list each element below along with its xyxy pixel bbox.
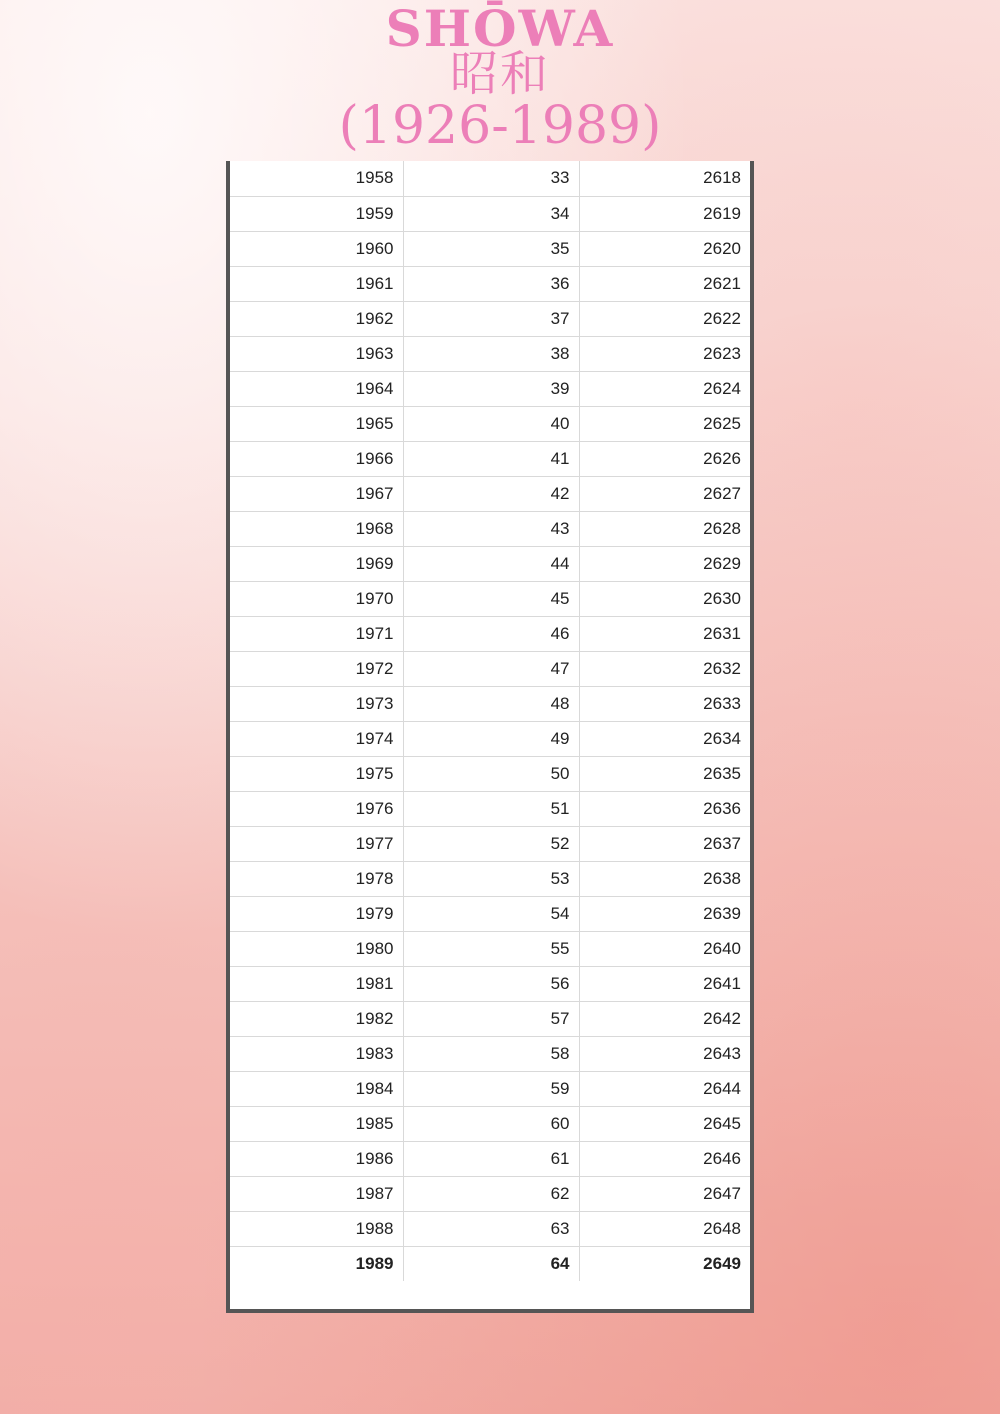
- showa-year-cell: 43: [403, 511, 579, 546]
- gregorian-year-cell: 1971: [230, 616, 403, 651]
- gregorian-year-cell: 1978: [230, 861, 403, 896]
- table-row: [230, 896, 750, 931]
- table-row: [230, 581, 750, 616]
- table-row: [230, 266, 750, 301]
- page-title-kanji: 昭和: [449, 46, 550, 102]
- showa-year-cell: 44: [403, 546, 579, 581]
- gregorian-year-cell: 1960: [230, 231, 403, 266]
- imperial-year-cell: 2618: [579, 161, 750, 196]
- imperial-year-cell: 2645: [579, 1106, 750, 1141]
- imperial-year-cell: 2641: [579, 966, 750, 1001]
- table-row: [230, 931, 750, 966]
- table-row: [230, 441, 750, 476]
- gregorian-year-cell: 1987: [230, 1176, 403, 1211]
- table-row: [230, 721, 750, 756]
- showa-year-cell: 60: [403, 1106, 579, 1141]
- gregorian-year-cell: 1973: [230, 686, 403, 721]
- gregorian-year-cell: 1969: [230, 546, 403, 581]
- imperial-year-cell: 2640: [579, 931, 750, 966]
- imperial-year-cell: 2647: [579, 1176, 750, 1211]
- gregorian-year-cell: 1988: [230, 1211, 403, 1246]
- showa-year-cell: 45: [403, 581, 579, 616]
- table-row: [230, 476, 750, 511]
- imperial-year-cell: 2642: [579, 1001, 750, 1036]
- showa-year-cell: 47: [403, 651, 579, 686]
- gregorian-year-cell: 1967: [230, 476, 403, 511]
- year-conversion-table: [226, 161, 754, 1313]
- imperial-year-cell: 2621: [579, 266, 750, 301]
- showa-year-cell: 63: [403, 1211, 579, 1246]
- showa-year-cell: 34: [403, 196, 579, 231]
- table-row: [230, 336, 750, 371]
- table-body: [230, 161, 750, 1281]
- showa-year-cell: 35: [403, 231, 579, 266]
- imperial-year-cell: 2623: [579, 336, 750, 371]
- imperial-year-cell: 2648: [579, 1211, 750, 1246]
- showa-year-cell: 39: [403, 371, 579, 406]
- showa-year-cell: 52: [403, 826, 579, 861]
- gregorian-year-cell: 1975: [230, 756, 403, 791]
- gregorian-year-cell: 1972: [230, 651, 403, 686]
- table-row: [230, 791, 750, 826]
- imperial-year-cell: 2624: [579, 371, 750, 406]
- page-title: SHŌWA: [385, 0, 615, 58]
- showa-year-cell: 33: [403, 161, 579, 196]
- imperial-year-cell: 2620: [579, 231, 750, 266]
- table-row: [230, 616, 750, 651]
- table-row: [230, 231, 750, 266]
- imperial-year-cell: 2631: [579, 616, 750, 651]
- showa-year-cell: 57: [403, 1001, 579, 1036]
- table-row: [230, 966, 750, 1001]
- table-row: [230, 546, 750, 581]
- table-row: [230, 196, 750, 231]
- table-row: [230, 371, 750, 406]
- gregorian-year-cell: 1961: [230, 266, 403, 301]
- gregorian-year-cell: 1963: [230, 336, 403, 371]
- gregorian-year-cell: 1974: [230, 721, 403, 756]
- gregorian-year-cell: 1979: [230, 896, 403, 931]
- imperial-year-cell: 2635: [579, 756, 750, 791]
- imperial-year-cell: 2637: [579, 826, 750, 861]
- table-row: [230, 1141, 750, 1176]
- gregorian-year-cell: 1984: [230, 1071, 403, 1106]
- gregorian-year-cell: 1985: [230, 1106, 403, 1141]
- table-row: [230, 861, 750, 896]
- showa-year-cell: 49: [403, 721, 579, 756]
- showa-year-cell: 58: [403, 1036, 579, 1071]
- imperial-year-cell: 2632: [579, 651, 750, 686]
- imperial-year-cell: 2628: [579, 511, 750, 546]
- showa-year-cell: 41: [403, 441, 579, 476]
- imperial-year-cell: 2634: [579, 721, 750, 756]
- table-row: [230, 406, 750, 441]
- gregorian-year-cell: 1982: [230, 1001, 403, 1036]
- table-row: [230, 1176, 750, 1211]
- imperial-year-cell: 2644: [579, 1071, 750, 1106]
- showa-year-cell: 64: [403, 1246, 579, 1281]
- gregorian-year-cell: 1980: [230, 931, 403, 966]
- gregorian-year-cell: 1958: [230, 161, 403, 196]
- showa-year-cell: 37: [403, 301, 579, 336]
- showa-year-cell: 48: [403, 686, 579, 721]
- table-row: [230, 1246, 750, 1281]
- gregorian-year-cell: 1976: [230, 791, 403, 826]
- table-row: [230, 161, 750, 196]
- imperial-year-cell: 2627: [579, 476, 750, 511]
- gregorian-year-cell: 1968: [230, 511, 403, 546]
- imperial-year-cell: 2636: [579, 791, 750, 826]
- gregorian-year-cell: 1989: [230, 1246, 403, 1281]
- table-row: [230, 511, 750, 546]
- gregorian-year-cell: 1966: [230, 441, 403, 476]
- table: [230, 161, 750, 1281]
- showa-year-cell: 50: [403, 756, 579, 791]
- imperial-year-cell: 2629: [579, 546, 750, 581]
- gregorian-year-cell: 1983: [230, 1036, 403, 1071]
- showa-year-cell: 38: [403, 336, 579, 371]
- gregorian-year-cell: 1986: [230, 1141, 403, 1176]
- era-years: (1926-1989): [338, 96, 662, 156]
- gregorian-year-cell: 1964: [230, 371, 403, 406]
- showa-year-cell: 51: [403, 791, 579, 826]
- table-row: [230, 1036, 750, 1071]
- imperial-year-cell: 2633: [579, 686, 750, 721]
- table-row: [230, 651, 750, 686]
- imperial-year-cell: 2630: [579, 581, 750, 616]
- imperial-year-cell: 2646: [579, 1141, 750, 1176]
- table-row: [230, 1106, 750, 1141]
- gregorian-year-cell: 1981: [230, 966, 403, 1001]
- table-row: [230, 1071, 750, 1106]
- imperial-year-cell: 2643: [579, 1036, 750, 1071]
- showa-year-cell: 54: [403, 896, 579, 931]
- table-row: [230, 826, 750, 861]
- showa-year-cell: 62: [403, 1176, 579, 1211]
- imperial-year-cell: 2649: [703, 1253, 741, 1273]
- imperial-year-cell: 2626: [579, 441, 750, 476]
- showa-year-cell: 55: [403, 931, 579, 966]
- table-row: [230, 1211, 750, 1246]
- table-row: [230, 756, 750, 791]
- table-row: [230, 1001, 750, 1036]
- gregorian-year-cell: 1965: [230, 406, 403, 441]
- imperial-year-cell: 2622: [579, 301, 750, 336]
- showa-year-cell: 53: [403, 861, 579, 896]
- imperial-year-cell: 2619: [579, 196, 750, 231]
- showa-year-cell: 56: [403, 966, 579, 1001]
- showa-year-cell: 36: [403, 266, 579, 301]
- table-row: [230, 301, 750, 336]
- imperial-year-cell: 2639: [579, 896, 750, 931]
- showa-year-cell: 42: [403, 476, 579, 511]
- showa-year-cell: 59: [403, 1071, 579, 1106]
- table-row: [230, 686, 750, 721]
- imperial-year-cell: 2625: [579, 406, 750, 441]
- gregorian-year-cell: 1970: [230, 581, 403, 616]
- showa-year-cell: 40: [403, 406, 579, 441]
- showa-year-cell: 61: [403, 1141, 579, 1176]
- imperial-year-cell: 2638: [579, 861, 750, 896]
- gregorian-year-cell: 1977: [230, 826, 403, 861]
- gregorian-year-cell: 1959: [230, 196, 403, 231]
- gregorian-year-cell: 1962: [230, 301, 403, 336]
- showa-year-cell: 46: [403, 616, 579, 651]
